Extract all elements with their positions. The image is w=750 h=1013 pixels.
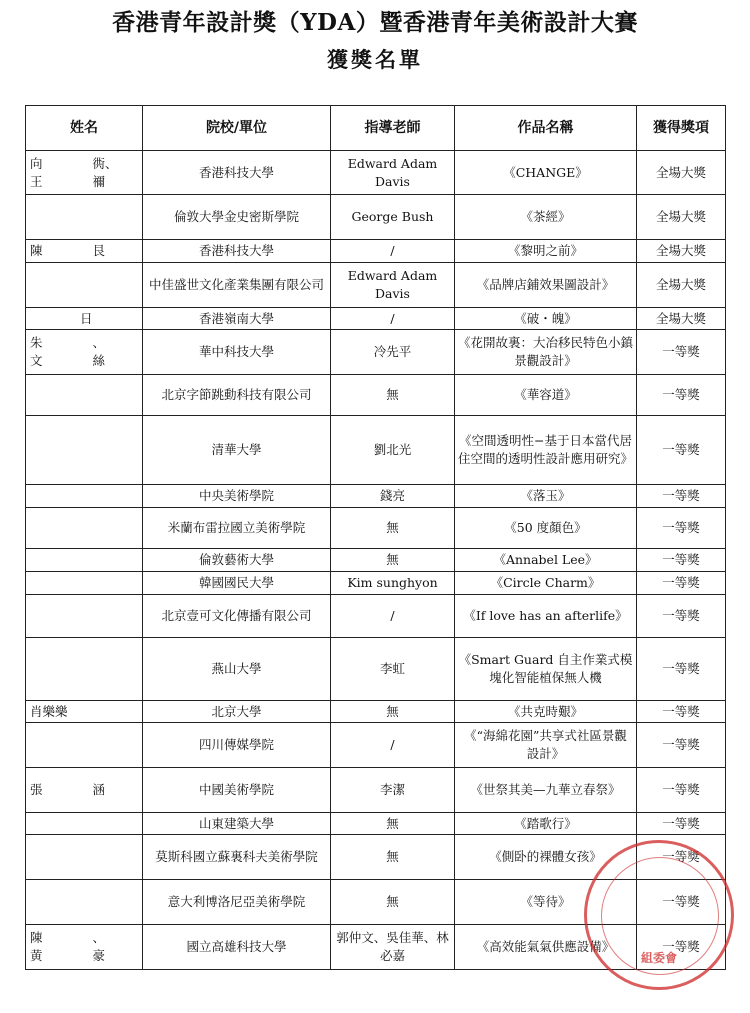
table-row xyxy=(26,835,726,880)
header-name: 姓名 xyxy=(26,106,143,151)
cell-work: 《“海綿花園”共享式社區景觀設計》 xyxy=(455,723,637,768)
table-row xyxy=(26,549,726,572)
cell-work: 《側卧的裸體女孩》 xyxy=(455,835,637,880)
cell-name xyxy=(26,485,143,508)
cell-name xyxy=(26,263,143,308)
table-row xyxy=(26,240,726,263)
table-row xyxy=(26,813,726,835)
cell-name xyxy=(26,572,143,595)
cell-name xyxy=(26,595,143,638)
cell-teacher: 李虹 xyxy=(331,638,455,701)
cell-school: 中佳盛世文化產業集團有限公司 xyxy=(143,263,331,308)
cell-name: 肖樂樂 xyxy=(26,701,143,723)
cell-work: 《破・魄》 xyxy=(455,308,637,330)
cell-name xyxy=(26,549,143,572)
cell-name xyxy=(26,195,143,240)
table-row xyxy=(26,880,726,925)
cell-school: 意大利博洛尼亞美術學院 xyxy=(143,880,331,925)
cell-school: 燕山大學 xyxy=(143,638,331,701)
cell-award: 一等獎 xyxy=(637,330,726,375)
table-row xyxy=(26,195,726,240)
cell-work: 《品牌店鋪效果圖設計》 xyxy=(455,263,637,308)
cell-award: 一等獎 xyxy=(637,572,726,595)
cell-school: 北京字節跳動科技有限公司 xyxy=(143,375,331,416)
cell-school: 香港嶺南大學 xyxy=(143,308,331,330)
table-row xyxy=(26,925,726,970)
cell-teacher: / xyxy=(331,595,455,638)
cell-teacher: 無 xyxy=(331,835,455,880)
cell-name xyxy=(26,508,143,549)
seal-text: 組委會 xyxy=(640,951,677,965)
table-row xyxy=(26,151,726,195)
cell-teacher: / xyxy=(331,308,455,330)
document-title: 香港青年設計獎（YDA）暨香港青年美術設計大賽 xyxy=(112,9,638,36)
table-row xyxy=(26,508,726,549)
cell-award: 全場大獎 xyxy=(637,308,726,330)
cell-award: 全場大獎 xyxy=(637,263,726,308)
awards-table xyxy=(25,105,726,970)
table-row xyxy=(26,723,726,768)
cell-name xyxy=(26,723,143,768)
cell-school: 北京壹可文化傳播有限公司 xyxy=(143,595,331,638)
cell-teacher: 冷先平 xyxy=(331,330,455,375)
cell-teacher: George Bush xyxy=(331,195,455,240)
header-award: 獲得獎項 xyxy=(637,106,726,151)
cell-name: 張 涵 xyxy=(26,768,143,813)
cell-name: 向 衖、 王 禰 xyxy=(26,151,143,195)
cell-name xyxy=(26,880,143,925)
cell-award: 一等獎 xyxy=(637,813,726,835)
cell-school: 清華大學 xyxy=(143,416,331,485)
cell-school: 米蘭布雷拉國立美術學院 xyxy=(143,508,331,549)
table-row xyxy=(26,416,726,485)
cell-school: 華中科技大學 xyxy=(143,330,331,375)
cell-school: 四川傳媒學院 xyxy=(143,723,331,768)
cell-work: 《踏歌行》 xyxy=(455,813,637,835)
cell-award: 一等獎 xyxy=(637,595,726,638)
cell-award: 全場大獎 xyxy=(637,195,726,240)
table-row xyxy=(26,485,726,508)
cell-work: 《50 度顏色》 xyxy=(455,508,637,549)
table-row xyxy=(26,572,726,595)
table-row xyxy=(26,638,726,701)
cell-school: 倫敦藝術大學 xyxy=(143,549,331,572)
cell-work: 《華容道》 xyxy=(455,375,637,416)
cell-award: 一等獎 xyxy=(637,701,726,723)
cell-teacher: 無 xyxy=(331,880,455,925)
table-row xyxy=(26,595,726,638)
cell-award: 一等獎 xyxy=(637,723,726,768)
table-row xyxy=(26,701,726,723)
cell-award: 一等獎 xyxy=(637,508,726,549)
header-teacher: 指導老師 xyxy=(331,106,455,151)
cell-school: 山東建築大學 xyxy=(143,813,331,835)
cell-name xyxy=(26,638,143,701)
cell-work: 《Annabel Lee》 xyxy=(455,549,637,572)
cell-work: 《空間透明性−基于日本當代居住空間的透明性設計應用研究》 xyxy=(455,416,637,485)
cell-school: 北京大學 xyxy=(143,701,331,723)
cell-teacher: 無 xyxy=(331,375,455,416)
cell-teacher: 錢亮 xyxy=(331,485,455,508)
cell-teacher: 劉北光 xyxy=(331,416,455,485)
cell-name: 陳 、 黄 豪 xyxy=(26,925,143,970)
table-row xyxy=(26,308,726,330)
cell-work: 《世祭其美—九華立春祭》 xyxy=(455,768,637,813)
cell-school: 中央美術學院 xyxy=(143,485,331,508)
cell-work: 《高效能氣氣供應設備》 xyxy=(455,925,637,970)
cell-school: 莫斯科國立蘇裏科夫美術學院 xyxy=(143,835,331,880)
cell-school: 韓國國民大學 xyxy=(143,572,331,595)
cell-teacher: 無 xyxy=(331,813,455,835)
cell-teacher: 郭仲文、吳佳華、林必嘉 xyxy=(331,925,455,970)
header-work: 作品名稱 xyxy=(455,106,637,151)
cell-work: 《Circle Charm》 xyxy=(455,572,637,595)
table-header-row xyxy=(26,106,726,151)
cell-school: 中國美術學院 xyxy=(143,768,331,813)
cell-work: 《花開故裏：大冶移民特色小鎮景觀設計》 xyxy=(455,330,637,375)
cell-teacher: 無 xyxy=(331,508,455,549)
cell-teacher: 無 xyxy=(331,549,455,572)
cell-work: 《共克時艱》 xyxy=(455,701,637,723)
cell-work: 《等待》 xyxy=(455,880,637,925)
table-row xyxy=(26,263,726,308)
cell-school: 倫敦大學金史密斯學院 xyxy=(143,195,331,240)
cell-award: 全場大獎 xyxy=(637,151,726,195)
cell-teacher: Edward Adam Davis xyxy=(331,263,455,308)
cell-award: 一等獎 xyxy=(637,835,726,880)
cell-work: 《茶經》 xyxy=(455,195,637,240)
cell-name: 陳 艮 xyxy=(26,240,143,263)
cell-teacher: Kim sunghyon xyxy=(331,572,455,595)
document-subtitle: 獲獎名單 xyxy=(327,47,423,72)
table-row xyxy=(26,330,726,375)
cell-award: 全場大獎 xyxy=(637,240,726,263)
cell-name xyxy=(26,416,143,485)
cell-teacher: / xyxy=(331,723,455,768)
table-row xyxy=(26,768,726,813)
cell-name xyxy=(26,835,143,880)
cell-work: 《CHANGE》 xyxy=(455,151,637,195)
cell-teacher: Edward Adam Davis xyxy=(331,151,455,195)
cell-award: 一等獎 xyxy=(637,549,726,572)
cell-work: 《Smart Guard 自主作業式模塊化智能植保無人機 xyxy=(455,638,637,701)
cell-award: 一等獎 xyxy=(637,768,726,813)
cell-work: 《If love has an afterlife》 xyxy=(455,595,637,638)
cell-name: 日 xyxy=(26,308,143,330)
cell-name: 朱 、 文 絲 xyxy=(26,330,143,375)
cell-award: 一等獎 xyxy=(637,485,726,508)
cell-teacher: 無 xyxy=(331,701,455,723)
cell-teacher: 李潔 xyxy=(331,768,455,813)
cell-award: 一等獎 xyxy=(637,638,726,701)
cell-work: 《落玉》 xyxy=(455,485,637,508)
cell-work: 《黎明之前》 xyxy=(455,240,637,263)
cell-teacher: / xyxy=(331,240,455,263)
cell-award: 一等獎 xyxy=(637,880,726,925)
cell-school: 香港科技大學 xyxy=(143,151,331,195)
table-row xyxy=(26,375,726,416)
cell-award: 一等獎 xyxy=(637,375,726,416)
cell-award: 一等獎 xyxy=(637,925,726,970)
cell-name xyxy=(26,375,143,416)
cell-award: 一等獎 xyxy=(637,416,726,485)
cell-school: 國立高雄科技大學 xyxy=(143,925,331,970)
header-school: 院校/單位 xyxy=(143,106,331,151)
cell-school: 香港科技大學 xyxy=(143,240,331,263)
cell-name xyxy=(26,813,143,835)
